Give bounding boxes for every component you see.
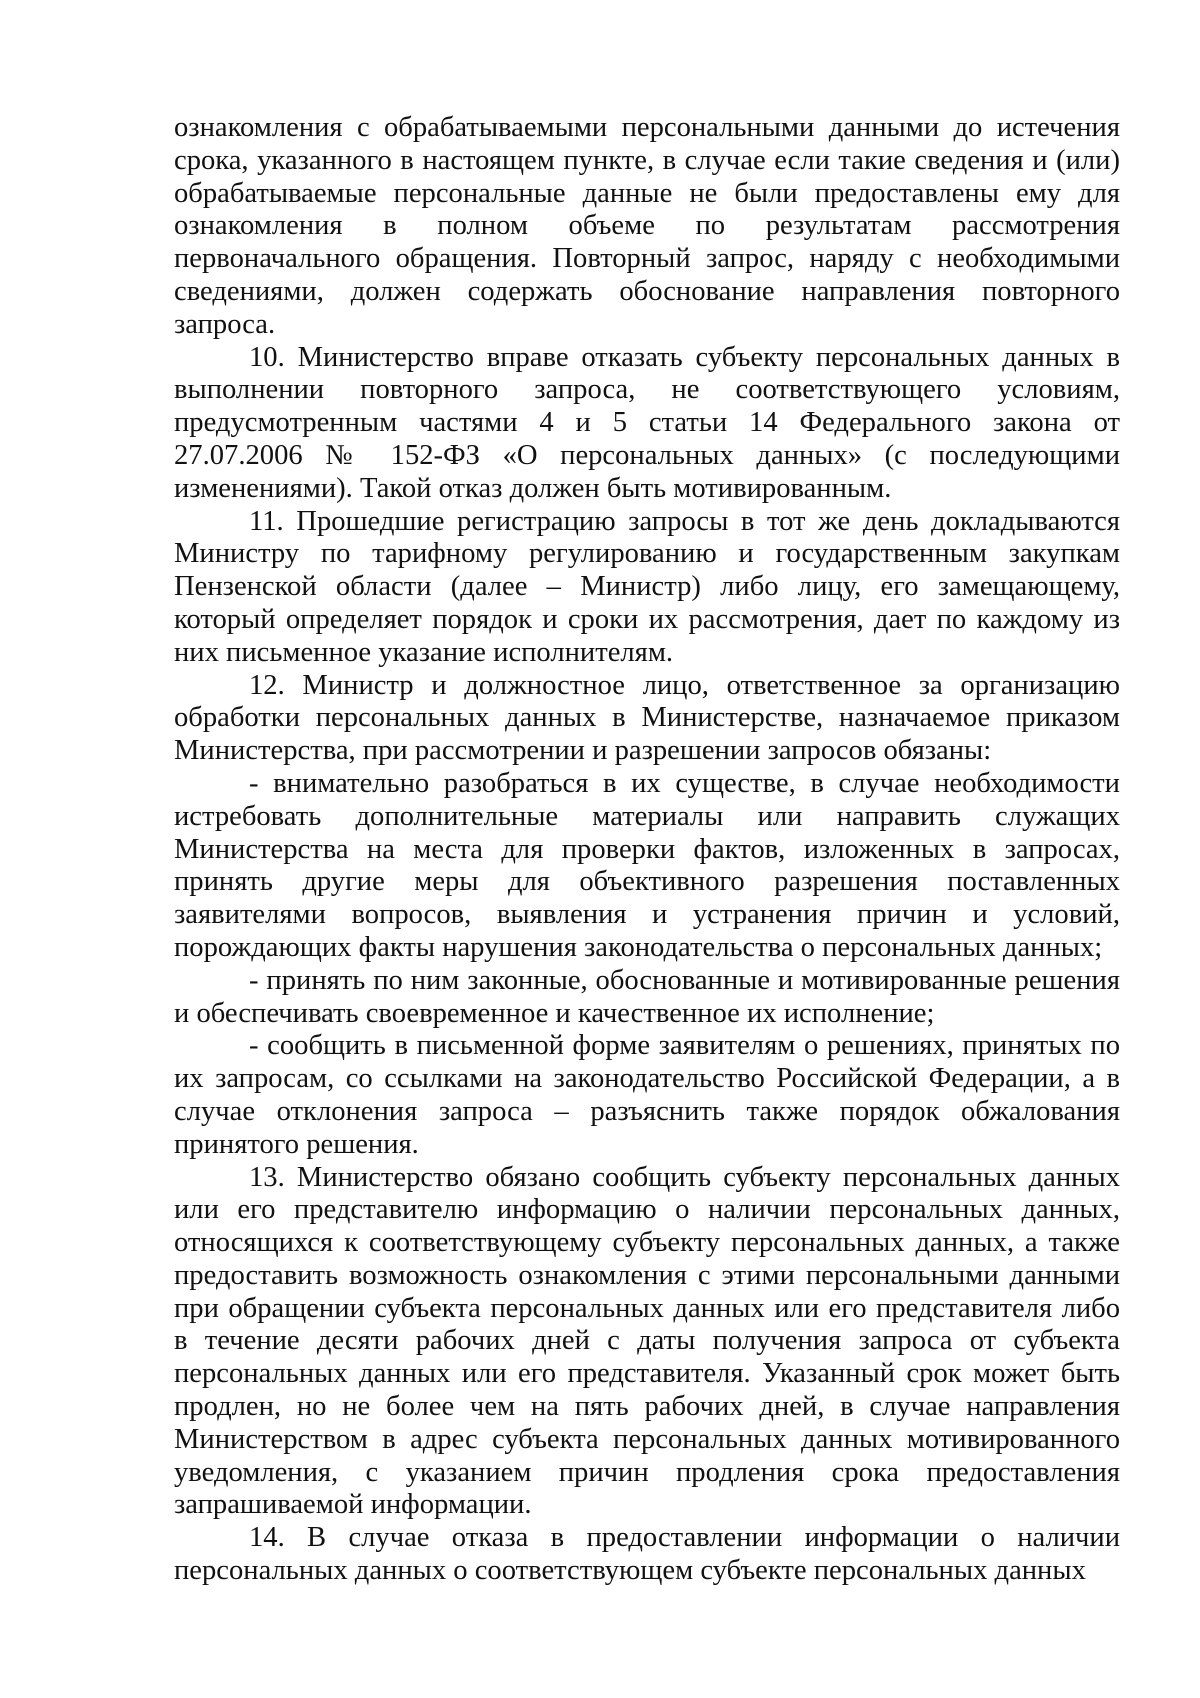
paragraph-10: 10. Министерство вправе отказать субъекту персональных данных в выполнении повторного запроса, не соответствующего условиям, предусмотренным частями 4 и 5 статьи 14 Федерального закона от 27.07.2006 № 152-ФЗ «О персональных данных» (с последующими изменениями). Такой отказ должен быть мотивированным. <box>174 341 1120 504</box>
paragraph-12: 12. Министр и должностное лицо, ответственное за организацию обработки персональных данных в Министерстве, назначаемое приказом Министерства, при рассмотрении и разрешении запросов обязаны: <box>174 669 1120 767</box>
paragraph-13: 13. Министерство обязано сообщить субъекту персональных данных или его представителю информацию о наличии персональных данных, относящихся к соответствующему субъекту персональных данных, а также предоставить возможность ознакомления с этими персональными данными при обращении субъекта персональных данных или его представителя либо в течение десяти рабочих дней с даты получения запроса от субъекта персональных данных или его представителя. Указанный срок может быть продлен, но не более чем на пять рабочих дней, в случае направления Министерством в адрес субъекта персональных данных мотивированного уведомления, с указанием причин продления срока предоставления запрашиваемой информации. <box>174 1161 1120 1521</box>
document-page <box>174 112 1120 1588</box>
list-item-inform: - сообщить в письменной форме заявителям о решениях, принятых по их запросам, со ссылками на законодательство Российской Федерации, а в случае отклонения запроса – разъяснить также порядок обжалования принятого решения. <box>174 1030 1120 1160</box>
paragraph-11: 11. Прошедшие регистрацию запросы в тот же день докладываются Министру по тарифному регулированию и государственным закупкам Пензенской области (далее – Министр) либо лицу, его замещающему, который определяет порядок и сроки их рассмотрения, дает по каждому из них письменное указание исполнителям. <box>174 505 1120 668</box>
paragraph-continuation: ознакомления с обрабатываемыми персональными данными до истечения срока, указанного в настоящем пункте, в случае если такие сведения и (или) обрабатываемые персональные данные не были предоставлены ему для ознакомления в полном объеме по результатам рассмотрения первоначального обращения. Повторный запрос, наряду с необходимыми сведениями, должен содержать обоснование направления повторного запроса. <box>174 112 1120 340</box>
list-item-decide: - принять по ним законные, обоснованные и мотивированные решения и обеспечивать своевременное и качественное их исполнение; <box>174 964 1120 1029</box>
list-item-investigate: - внимательно разобраться в их существе, в случае необходимости истребовать дополнительные материалы или направить служащих Министерства на места для проверки фактов, изложенных в запросах, принять другие меры для объективного разрешения поставленных заявителями вопросов, выявления и устранения причин и условий, порождающих факты нарушения законодательства о персональных данных; <box>174 767 1120 963</box>
paragraph-14: 14. В случае отказа в предоставлении информации о наличии персональных данных о соответствующем субъекте персональных данных <box>174 1522 1120 1587</box>
